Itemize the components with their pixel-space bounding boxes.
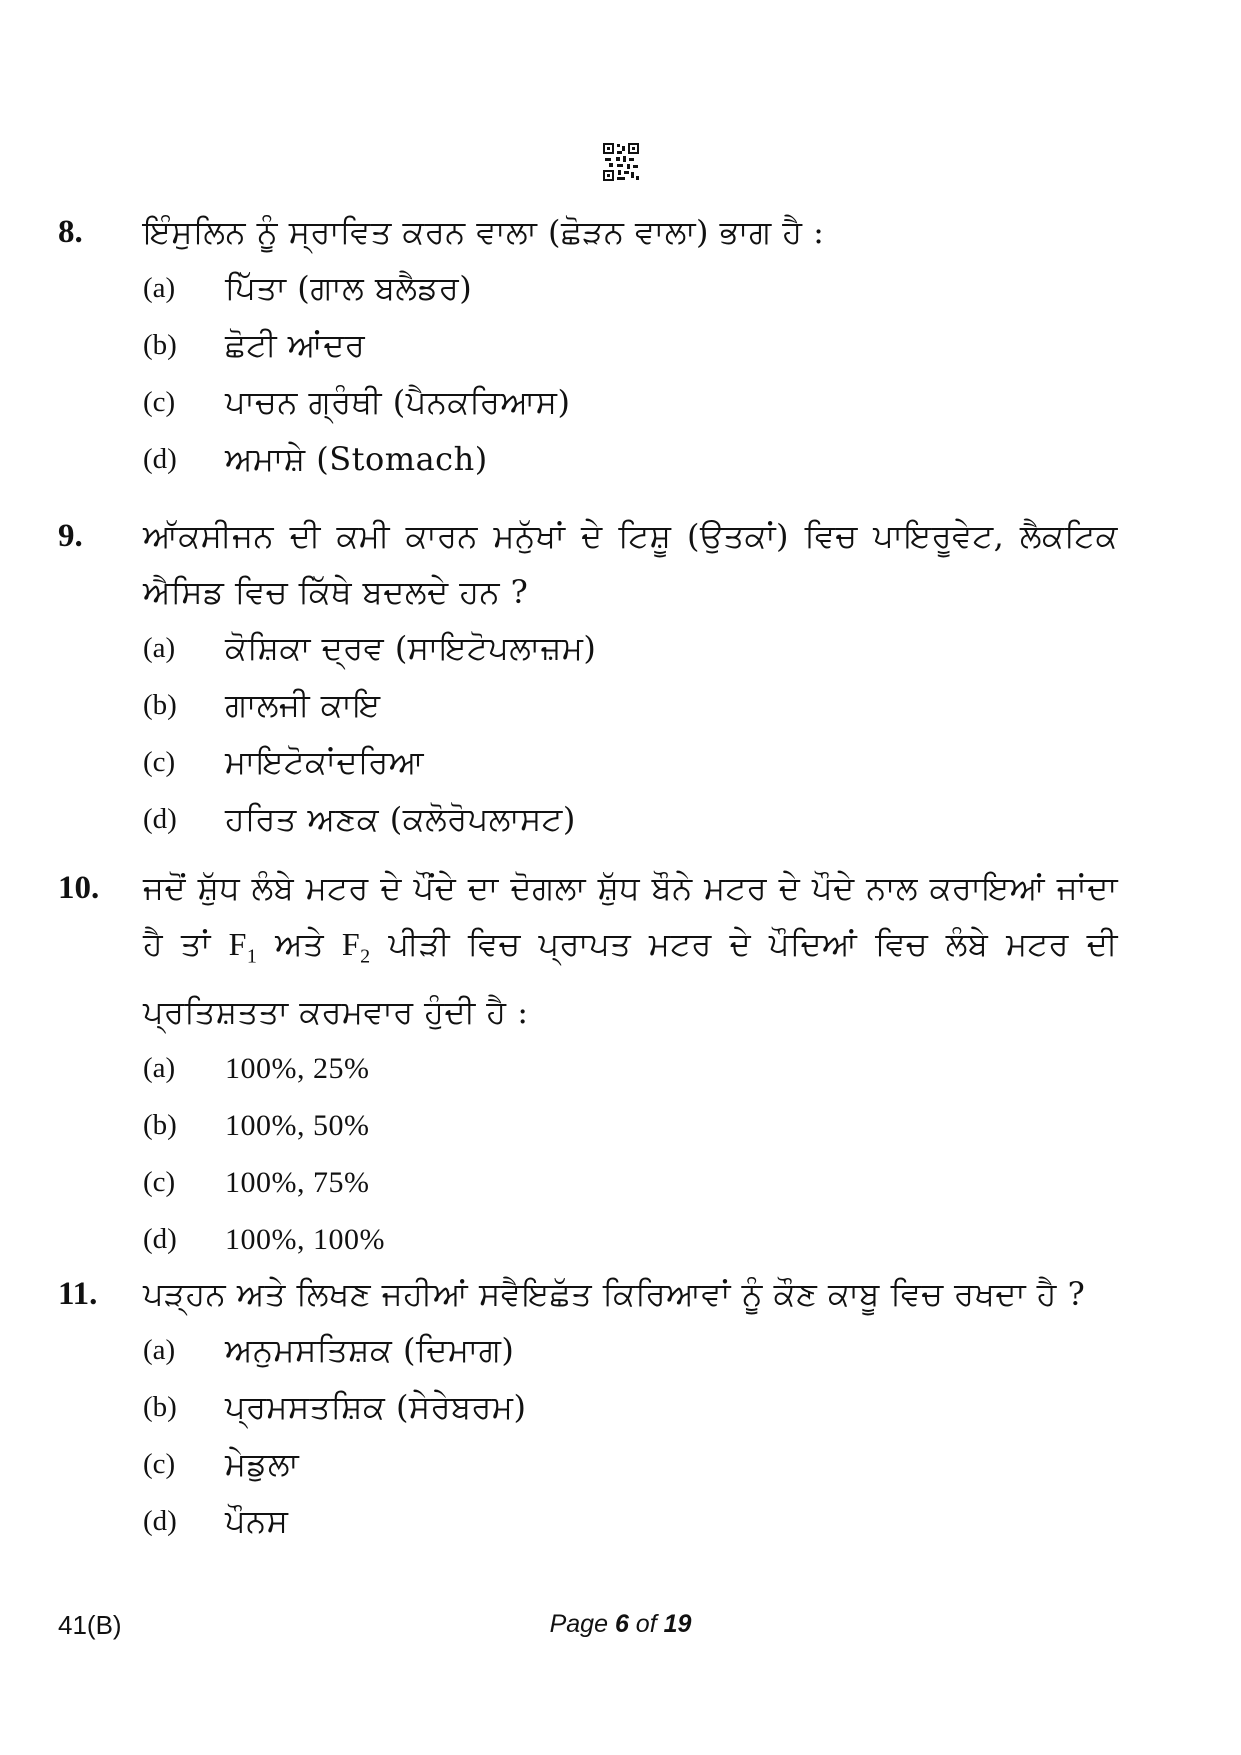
option-label: (d) [143,1505,177,1537]
option-d[interactable] [143,1211,1118,1268]
option-text: ਮਾਇਟੋਕਾਂਦਰਿਆ [225,743,425,781]
question-text: ਇੰਸੁਲਿਨ ਨੂੰ ਸ੍ਰਾਵਿਤ ਕਰਨ ਵਾਲਾ (ਛੋੜਨ ਵਾਲਾ) ਭਾਗ ਹੈ : [143,213,825,251]
question-10 [58,860,1118,1268]
question-text [143,860,1118,1040]
option-text: ਕੋਸ਼ਿਕਾ ਦ੍ਰਵ (ਸਾਇਟੋਪਲਾਜ਼ਮ) [225,629,597,667]
option-label: (a) [143,1052,176,1085]
option-b[interactable] [143,317,1118,374]
option-text: ਅਨੁਮਸਤਿਸ਼ਕ (ਦਿਮਾਗ) [225,1331,515,1369]
option-label: (b) [143,329,177,361]
question-number: 9. [58,518,83,554]
option-a[interactable] [143,620,1118,677]
question-11 [58,1266,1118,1550]
option-b[interactable] [143,677,1118,734]
option-text: ਛੋਟੀ ਆਂਦਰ [225,326,366,364]
option-c[interactable] [143,374,1118,431]
option-label: (d) [143,803,177,835]
qr-code-icon [603,143,639,181]
option-text: ਗਾਲਜੀ ਕਾਇ [225,686,381,724]
current-page: 6 [614,1610,629,1638]
option-c[interactable] [143,734,1118,791]
option-label: (c) [143,1448,176,1480]
question-text-part: ਪੀੜੀ ਵਿਚ ਪ੍ਰਾਪਤ ਮਟਰ ਦੇ ਪੌਦਿਆਂ ਵਿਚ ਲੰਬੇ ਮਟਰ ਦੀ ਪ੍ਰਤਿਸ਼ਤਤਾ ਕਰਮਵਾਰ ਹੁੰਦੀ ਹੈ : [143,925,1118,1032]
option-label: (a) [143,632,176,664]
option-label: (c) [143,1166,176,1199]
option-text: ਪਿੱਤਾ (ਗਾਲ ਬਲੈਡਰ) [225,269,473,307]
option-a[interactable] [143,1040,1118,1097]
total-pages: 19 [663,1610,692,1638]
option-d[interactable] [143,431,1118,488]
option-label: (c) [143,386,176,418]
option-label: (d) [143,443,177,475]
option-label: (a) [143,272,176,304]
question-text-part: ਜਦੋਂ ਸ਼ੁੱਧ ਲੰਬੇ ਮਟਰ ਦੇ ਪੌਂਦੇ ਦਾ ਦੋਗਲਾ ਸ਼ੁੱਧ ਬੌਨੇ ਮਟਰ ਦੇ ਪੌਦੇ ਨਾਲ ਕਰਾਇਆਂ ਜਾਂਦਾ ਹੈ ਤਾਂ [143,869,1118,963]
option-label: (c) [143,746,176,778]
option-label: (d) [143,1223,177,1256]
option-text: ਪਾਚਨ ਗ੍ਰੰਥੀ (ਪੈਨਕਰਿਆਸ) [225,383,571,421]
option-d[interactable] [143,1493,1118,1550]
option-text: ਪੌਨਸ [225,1502,289,1540]
option-c[interactable] [143,1154,1118,1211]
question-text: ਪੜ੍ਹਨ ਅਤੇ ਲਿਖਣ ਜਹੀਆਂ ਸਵੈਇਛੱਤ ਕਿਰਿਆਵਾਂ ਨੂੰ ਕੌਣ ਕਾਬੂ ਵਿਚ ਰਖਦਾ ਹੈ ? [143,1275,1086,1313]
question-number: 11. [58,1276,98,1312]
question-number: 10. [58,870,100,906]
option-text: 100%, 100% [225,1223,385,1257]
question-text: ਆੱਕਸੀਜਨ ਦੀ ਕਮੀ ਕਾਰਨ ਮਨੁੱਖਾਂ ਦੇ ਟਿਸ਼ੂ (ਉਤਕਾਂ) ਵਿਚ ਪਾਇਰੂਵੇਟ, ਲੈਕਟਿਕ ਐਸਿਡ ਵਿਚ ਕਿੱਥੇ ਬਦਲਦੇ ਹਨ ? [143,517,1118,611]
option-a[interactable] [143,260,1118,317]
question-number: 8. [58,214,83,250]
option-text: ਪ੍ਰਮਸਤਸ਼ਿਕ (ਸੇਰੇਬਰਮ) [225,1388,527,1426]
question-9 [58,508,1118,848]
option-label: (b) [143,1109,177,1142]
option-label: (b) [143,689,177,721]
f1-generation: $F_1$ [228,926,258,968]
option-text: ਹਰਿਤ ਅਣਕ (ਕਲੋਰੋਪਲਾਸਟ) [225,800,576,838]
paper-code: 41(B) [58,1610,122,1640]
option-c[interactable] [143,1436,1118,1493]
page-indicator: Page 6 of 19 [549,1610,692,1638]
option-d[interactable] [143,791,1118,848]
option-label: (b) [143,1391,177,1423]
option-a[interactable] [143,1322,1118,1379]
option-label: (a) [143,1334,176,1366]
option-b[interactable] [143,1097,1118,1154]
option-text: 100%, 25% [225,1052,370,1086]
option-text: 100%, 75% [225,1166,370,1200]
option-text: ਅਮਾਸ਼ੇ (Stomach) [225,440,488,478]
question-text-part: ਅਤੇ [257,925,342,963]
f2-generation: $F_2$ [341,926,371,968]
option-text: 100%, 50% [225,1109,370,1143]
question-8 [58,204,1118,488]
option-b[interactable] [143,1379,1118,1436]
option-text: ਮੇਡੁਲਾ [225,1445,300,1483]
